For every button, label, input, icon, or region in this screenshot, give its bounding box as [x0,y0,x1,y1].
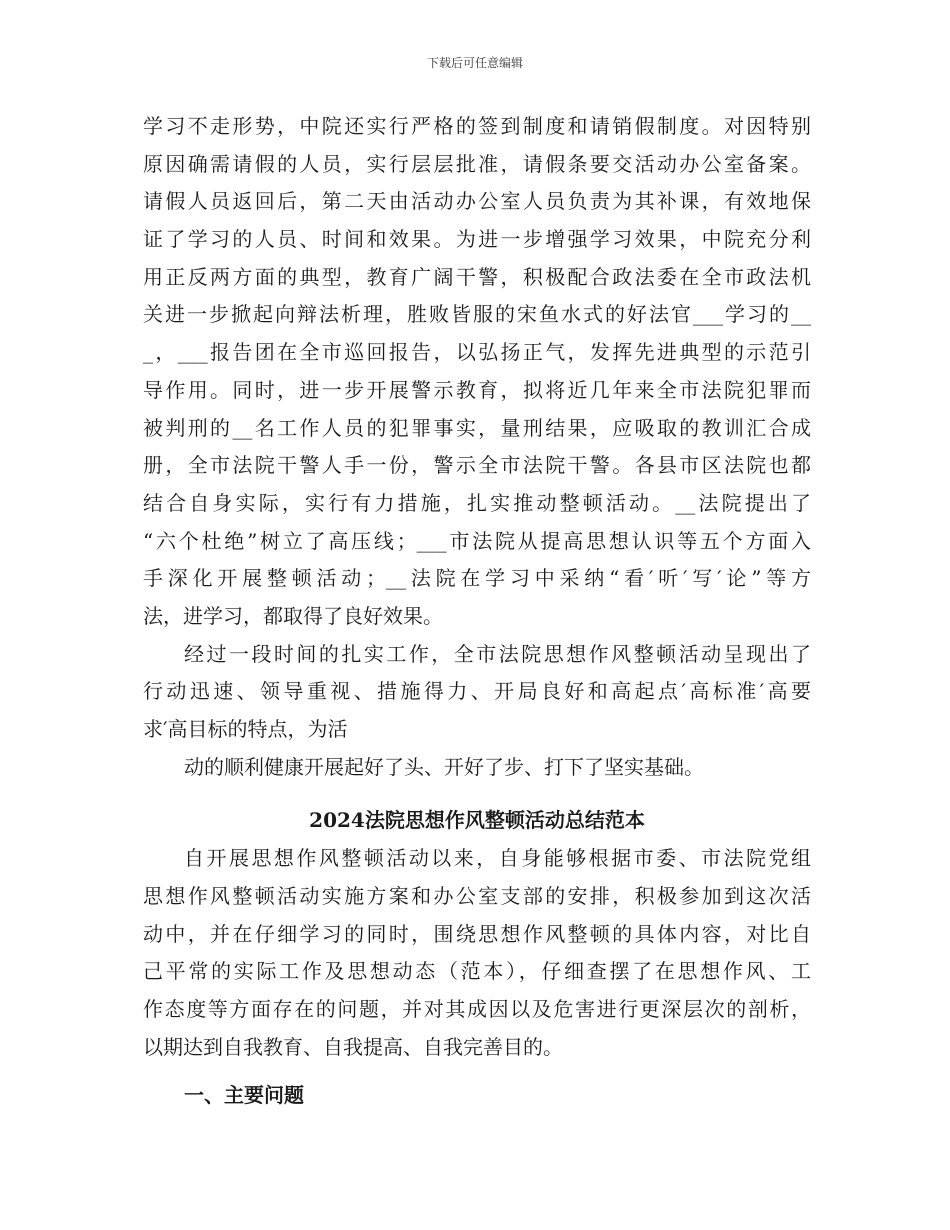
text-line: 思想作风整顿活动实施方案和办公室支部的安排，积极参加到这次活 [143,884,811,909]
text-line: 动中，并在仔细学习的同时，围绕思想作风整顿的具体内容，对比自 [143,921,811,946]
text-line: 导作用。同时，进一步开展警示教育，拟将近几年来全市法院犯罪而 [143,377,811,402]
text-line: 关进一步掀起向辩法析理，胜败皆服的宋鱼水式的好法官___学习的__ [143,302,811,327]
section-title: 2024法院思想作风整顿活动总结范本 [309,808,645,833]
text-line: _，___报告团在全市巡回报告，以弘扬正气，发挥先进典型的示范引 [143,340,811,365]
text-line: 以期达到自我教育、自我提高、自我完善目的。 [143,1034,563,1059]
document-body [143,108,811,1115]
text-line: 行动迅速、领导重视、措施得力、开局良好和高起点′高标准′高要 [143,679,811,704]
text-line: 己平常的实际工作及思想动态（范本），仔细查摆了在思想作风、工 [143,959,811,984]
paragraph-3 [143,840,811,1066]
text-line: 证了学习的人员、时间和效果。为进一步增强学习效果，中院充分利 [143,227,811,252]
text-line: 动的顺利健康开展起好了头、开好了步、打下了坚实基础。 [184,754,704,779]
text-line: 用正反两方面的典型，教育广阔干警，积极配合政法委在全市政法机 [143,264,811,289]
text-line: 作态度等方面存在的问题，并对其成因以及危害进行更深层次的剖析， [143,997,811,1022]
text-line: 结合自身实际，实行有力措施，扎实推动整顿活动。__法院提出了 [143,490,811,515]
text-line: 法，进学习，都取得了良好效果。 [143,603,443,628]
text-line: 手深化开展整顿活动；__法院在学习中采纳“看′听′写′论”等方 [143,566,811,591]
paragraph-1 [143,108,811,636]
paragraph-2 [143,636,811,787]
text-line: 原因确需请假的人员，实行层层批准，请假条要交活动办公室备案。 [143,151,811,176]
text-line: 求′高目标的特点，为活 [143,717,348,741]
subheading: 一、主要问题 [184,1082,304,1107]
text-line: “六个杜绝”树立了高压线；___市法院从提高思想认识等五个方面入 [143,528,811,553]
text-line: 被判刑的__名工作人员的犯罪事实，量刑结果，应吸取的教训汇合成 [143,415,811,440]
page-header: 下载后可任意编辑 [426,56,523,70]
text-line: 册，全市法院干警人手一份，警示全市法院干警。各县市区法院也都 [143,453,811,478]
text-line: 学习不走形势，中院还实行严格的签到制度和请销假制度。对因特别 [143,114,811,138]
text-line: 自开展思想作风整顿活动以来，自身能够根据市委、市法院党组 [184,846,811,871]
text-line: 请假人员返回后，第二天由活动办公室人员负责为其补课，有效地保 [143,189,811,214]
text-line: 经过一段时间的扎实工作，全市法院思想作风整顿活动呈现出了 [184,641,811,666]
